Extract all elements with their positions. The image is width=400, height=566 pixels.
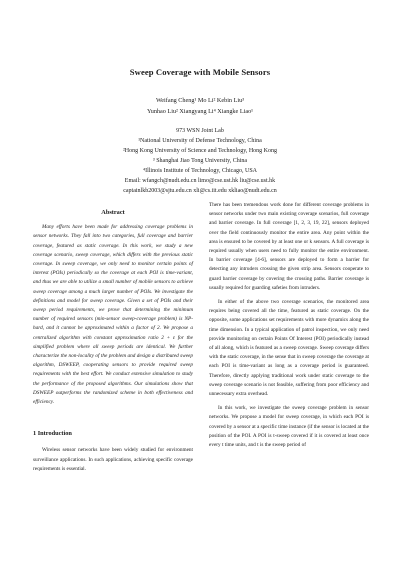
body-paragraph-1: There has been tremendous work done for different coverage problems in sensor networks under two main existing coverage scenarios, full coverage and barrier coverage. In full coverage [1, 2, 3, 19, 22], sensors deployed over the field continuously monitor the entire area. Any point within the area is ensured to be covered by at least one or k sensors. A full coverage is required usually when users need to fully monitor the entire environment. In barrier coverage [4-6], sensors are deployed to form a barrier for detecting any intruders crossing the given strip area. Sensors cooperate to guard barrier coverage by covering the crossing paths. Barrier coverage is usually required for guarding safeties from intruders. [209, 202, 369, 291]
body-paragraph-3: In this work, we investigate the sweep coverage problem in sensor networks. We propose a model for sweep coverage, in which each POI is covered by a sensor at a specific time instance (if the sensor is located at the position of the POI. A POI is t-sweep covered if it is covered at least once every t time units, and t is the sweep period of [209, 405, 369, 449]
section-heading-introduction: 1 Introduction [33, 430, 72, 438]
affiliation-iit: ⁴Illinois Institute of Technology, Chicago, USA [143, 168, 257, 174]
email-line-1: Email: wfangch@nudt.edu.cn limo@cse.ust.hk liu@cse.ust.hk [124, 178, 276, 184]
email-line-2: captainlkb2003@sjtu.edu.cn xli@cs.iit.edu xkliao@nudt.edu.cn [123, 188, 277, 194]
affiliation-lab: 973 WSN Joint Lab [176, 128, 224, 134]
abstract-heading: Abstract [101, 209, 125, 216]
intro-paragraph: Wireless sensor networks have been widely studied for environment surveillance applications. In such applications, achieving specific coverage requirements is essential. [33, 447, 193, 472]
abstract-text: Many efforts have been made for addressing coverage problems in sensor networks. They fall into two categories, full coverage and barrier coverage, featured as static coverage. In this work, we study a new coverage scenario, sweep coverage, which differs with the previous static coverage. In sweep coverage, we only need to monitor certain points of interest (POIs) periodically so the coverage at each POI is time-variant, and thus we are able to utilize a small number of mobile sensors to achieve sweep coverage among a much larger number of POIs. We investigate the definitions and model for sweep coverage. Given a set of POIs and their sweep period requirements, we prove that determining the minimum number of required sensors (min-sensor sweep-coverage problem) is NP-hard, and it cannot be approximated within a factor of 2. We propose a centralized algorithm with constant approximation ratio 2 + ε for the simplified problem where all sweep periods are identical. We further characterize the non-locality of the problem and design a distributed sweep algorithm, DSWEEP, cooperating sensors to provide required sweep requirements with the best effort. We conduct extensive simulation to study the performance of the proposed algorithms. Our simulations show that DSWEEP outperforms the randomized scheme in both effectiveness and efficiency. [33, 224, 193, 406]
author-block [0, 96, 400, 117]
authors-line-2: Yunhao Liu² Xiangyang Li⁴ Xiangke Liao¹ [146, 107, 254, 115]
left-column [33, 205, 193, 474]
affiliation-nudt: ¹National University of Defense Technology, China [138, 138, 262, 144]
right-column [209, 201, 369, 450]
authors-line-1: Weifang Cheng¹ Mo Li² Kebin Liu³ [155, 97, 245, 104]
affiliation-hkust: ²Hong Kong University of Science and Technology, Hong Kong [122, 148, 278, 154]
body-paragraph-2: In either of the above two coverage scenarios, the monitored area requires being covered all the time, featured as static coverage. On the opposite, some applications set requirements with more dynamics along the time dimension. In a typical application of patrol inspection, we only need provide monitoring on certain Points Of Interest (POI) periodically instead of all along, which is featured as a sweep coverage. Sweep coverage differs with the static coverage, in the sense that in sweep coverage the coverage at each POI is time-variant as long as a coverage period is guaranteed. Therefore, directly applying traditional work under static coverage to the sweep coverage scenario is not feasible, suffering from poor efficiency and unnecessary extra overhead. [209, 299, 369, 398]
affiliation-block [0, 126, 400, 196]
paper-title: Sweep Coverage with Mobile Sensors [129, 67, 271, 77]
affiliation-sjtu: ³ Shanghai Jiao Tong University, China [152, 158, 248, 164]
